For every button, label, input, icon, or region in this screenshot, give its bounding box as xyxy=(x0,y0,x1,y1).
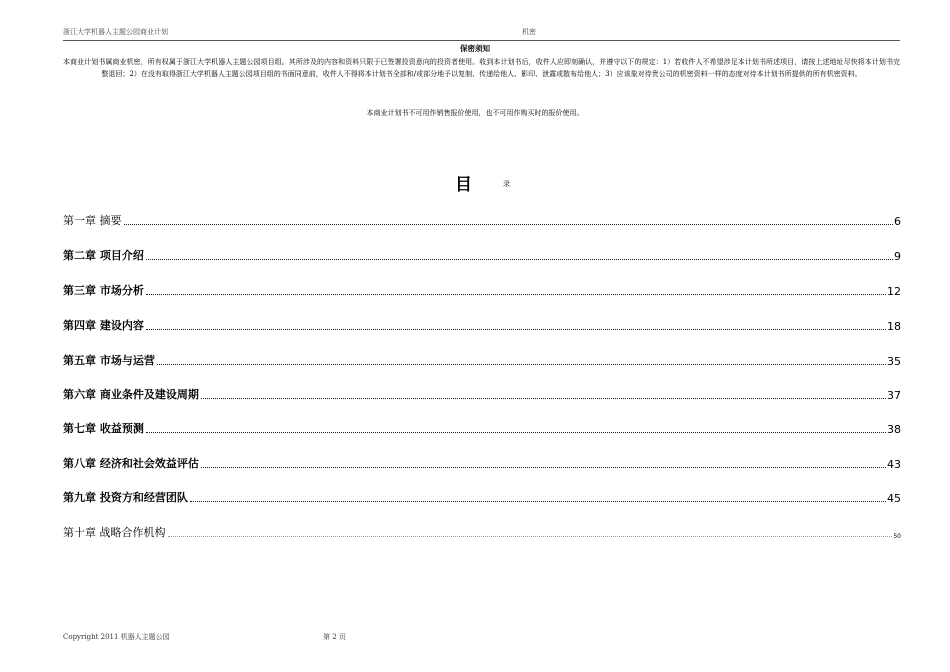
toc-leader-dots xyxy=(146,293,886,295)
toc-entry-page: 18 xyxy=(887,320,901,333)
toc-entry-2[interactable] xyxy=(63,249,901,263)
toc-entry-label: 第十章 战略合作机构 xyxy=(63,526,166,539)
footer-copyright: Copyright 2011 机器人主题公园 xyxy=(63,633,170,641)
toc-leader-dots xyxy=(146,328,886,330)
toc-entry-page: 12 xyxy=(887,285,901,298)
footer-page-number: 第 2 页 xyxy=(323,633,346,641)
toc-title-char-1: 目 xyxy=(455,175,472,195)
toc-entry-8[interactable] xyxy=(63,457,901,471)
toc-entry-label: 第九章 投资方和经营团队 xyxy=(63,491,188,504)
toc-entry-page: 50 xyxy=(893,533,901,540)
toc-entry-label: 第三章 市场分析 xyxy=(63,284,144,297)
toc-entry-label: 第四章 建设内容 xyxy=(63,319,144,332)
notice-body: 本商业计划书属商业机密，所有权属于浙江大学机器人主题公园项目组。其所涉及的内容和资料只限于已签署投资意向的投资者使用。收到本计划书后，收件人应即刻确认，并遵守以下的规定：1）若收件人不希望涉足本计划书所述项目，请按上述地址尽快将本计划书完整退回；2）在没有取得浙江大学机器人主题公园项目组的书面同意前，收件人不得将本计划书全部和/或部分地予以复制、传递给他人、影印、泄露或散布给他人；3）应该象对待贵公司的机密资料一样的态度对待本计划书所提供的所有机密资料。 xyxy=(63,58,900,78)
toc-leader-dots xyxy=(157,363,886,365)
toc-entry-page: 38 xyxy=(887,423,901,436)
toc-entry-1[interactable] xyxy=(63,214,901,228)
notice-title: 保密须知 xyxy=(460,44,490,53)
toc-leader-dots xyxy=(146,258,893,260)
toc-entry-label: 第五章 市场与运营 xyxy=(63,354,155,367)
toc-entry-3[interactable] xyxy=(63,284,901,298)
toc-entry-page: 9 xyxy=(894,250,901,263)
toc-entry-label: 第一章 摘要 xyxy=(63,214,122,227)
toc-entry-10[interactable] xyxy=(63,526,901,540)
toc-entry-label: 第七章 收益预测 xyxy=(63,422,144,435)
toc-entry-label: 第二章 项目介绍 xyxy=(63,249,144,262)
toc-entry-4[interactable] xyxy=(63,319,901,333)
toc-leader-dots xyxy=(168,535,893,537)
toc-entry-label: 第八章 经济和社会效益评估 xyxy=(63,457,199,470)
toc-entry-6[interactable] xyxy=(63,388,901,402)
toc-entry-page: 45 xyxy=(887,492,901,505)
toc-leader-dots xyxy=(146,431,886,433)
header-confidential-label: 机密 xyxy=(522,28,536,36)
toc-entry-label: 第六章 商业条件及建设周期 xyxy=(63,388,199,401)
toc-entry-page: 6 xyxy=(894,215,901,228)
toc-leader-dots xyxy=(124,223,894,225)
toc-title-char-2: 录 xyxy=(503,180,510,188)
toc-entry-page: 43 xyxy=(887,458,901,471)
toc-leader-dots xyxy=(190,500,886,502)
toc-entry-9[interactable] xyxy=(63,491,901,505)
toc-leader-dots xyxy=(201,466,886,468)
toc-entry-page: 35 xyxy=(887,355,901,368)
toc-entry-page: 37 xyxy=(887,389,901,402)
header-divider xyxy=(63,40,900,41)
notice-note: 本商业计划书不可用作销售报价使用，也不可用作购买时的报价使用。 xyxy=(366,109,584,117)
header-title: 浙江大学机器人主题公园商业计划 xyxy=(63,28,168,36)
toc-entry-5[interactable] xyxy=(63,354,901,368)
toc-leader-dots xyxy=(201,397,886,399)
toc-entry-7[interactable] xyxy=(63,422,901,436)
